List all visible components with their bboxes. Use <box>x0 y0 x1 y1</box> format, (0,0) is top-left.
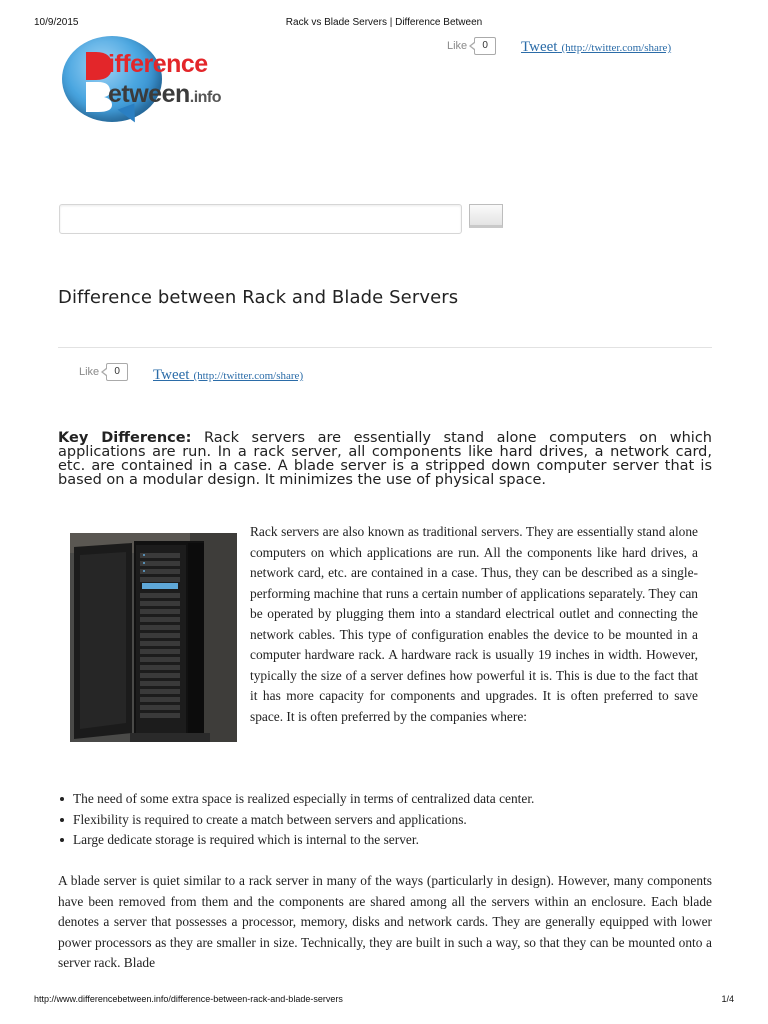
rack-server-image <box>70 533 237 742</box>
key-difference-label: Key Difference: <box>58 430 192 446</box>
article-paragraph-1: Rack servers are also known as traditional servers. They are essentially stand alone computers on which applications are run. All the components like hard drives, a network card, etc. are contained in a case. Thus, they can be described as a single-performing machine that runs a certain number of applications separately. They can be operated by plugging them into a standard electrical outlet and connecting the network cables. This type of configuration enables the device to be mounted in a computer hardware rack. A hardware rack is usually 19 inches in width. However, typically the size of a server defines how powerful it is. This is due to the fact that it has more capacity for components and upgrades. It is often preferred to save space. It is often preferred by the companies where: <box>250 524 698 724</box>
logo-line1: ifference <box>108 50 208 78</box>
like-widget-top[interactable] <box>447 37 496 55</box>
article-paragraph-2: A blade server is quiet similar to a rack server in many of the ways (particularly in design). However, many components have been removed from them and the components are shared among all the servers within an enclosure. Each blade denotes a server that possesses a processor, memory, disks and network cards. They are generally equipped with lower power processors as they are smaller in size. Technically, they are built in such a way, so that they can be mounted onto a server rack. Blade <box>58 873 712 970</box>
print-page-title: Rack vs Blade Servers | Difference Between <box>285 17 483 28</box>
key-difference <box>58 431 712 487</box>
site-logo[interactable] <box>62 36 282 126</box>
like-widget-article[interactable] <box>79 363 128 381</box>
list-item: Flexibility is required to create a match between servers and applications. <box>58 810 712 831</box>
logo-line2: etween.info <box>108 80 222 108</box>
bullet-list <box>58 789 712 851</box>
like-label[interactable]: Like <box>447 40 468 52</box>
list-item: The need of some extra space is realized especially in terms of centralized data center. <box>58 789 712 810</box>
key-difference-text: Rack servers are essentially stand alone computers on which applications are run. In a rack server, all components like hard drives, a network card, etc. are contained in a case. A blade server is a stripped down computer server that is based on a modular design. It minimizes the use of physical space. <box>58 430 712 488</box>
like-count: 0 <box>474 37 496 55</box>
like-label[interactable]: Like <box>79 366 100 378</box>
article-title: Difference between Rack and Blade Servers <box>58 287 459 308</box>
server-rack-icon <box>70 533 237 742</box>
tweet-link-top[interactable]: Tweet (http://twitter.com/share) <box>521 39 672 55</box>
divider <box>58 347 712 348</box>
print-page-number: 1/4 <box>721 994 734 1004</box>
print-date: 10/9/2015 <box>34 17 79 28</box>
print-url: http://www.differencebetween.info/difference-between-rack-and-blade-servers <box>34 994 343 1004</box>
like-count: 0 <box>106 363 128 381</box>
search-button[interactable] <box>469 204 503 228</box>
list-item: Large dedicate storage is required which is internal to the server. <box>58 830 712 851</box>
tweet-link-article[interactable]: Tweet (http://twitter.com/share) <box>153 367 304 383</box>
search-input[interactable] <box>59 204 462 234</box>
print-header <box>0 17 768 31</box>
logo-ext: .info <box>189 89 222 106</box>
